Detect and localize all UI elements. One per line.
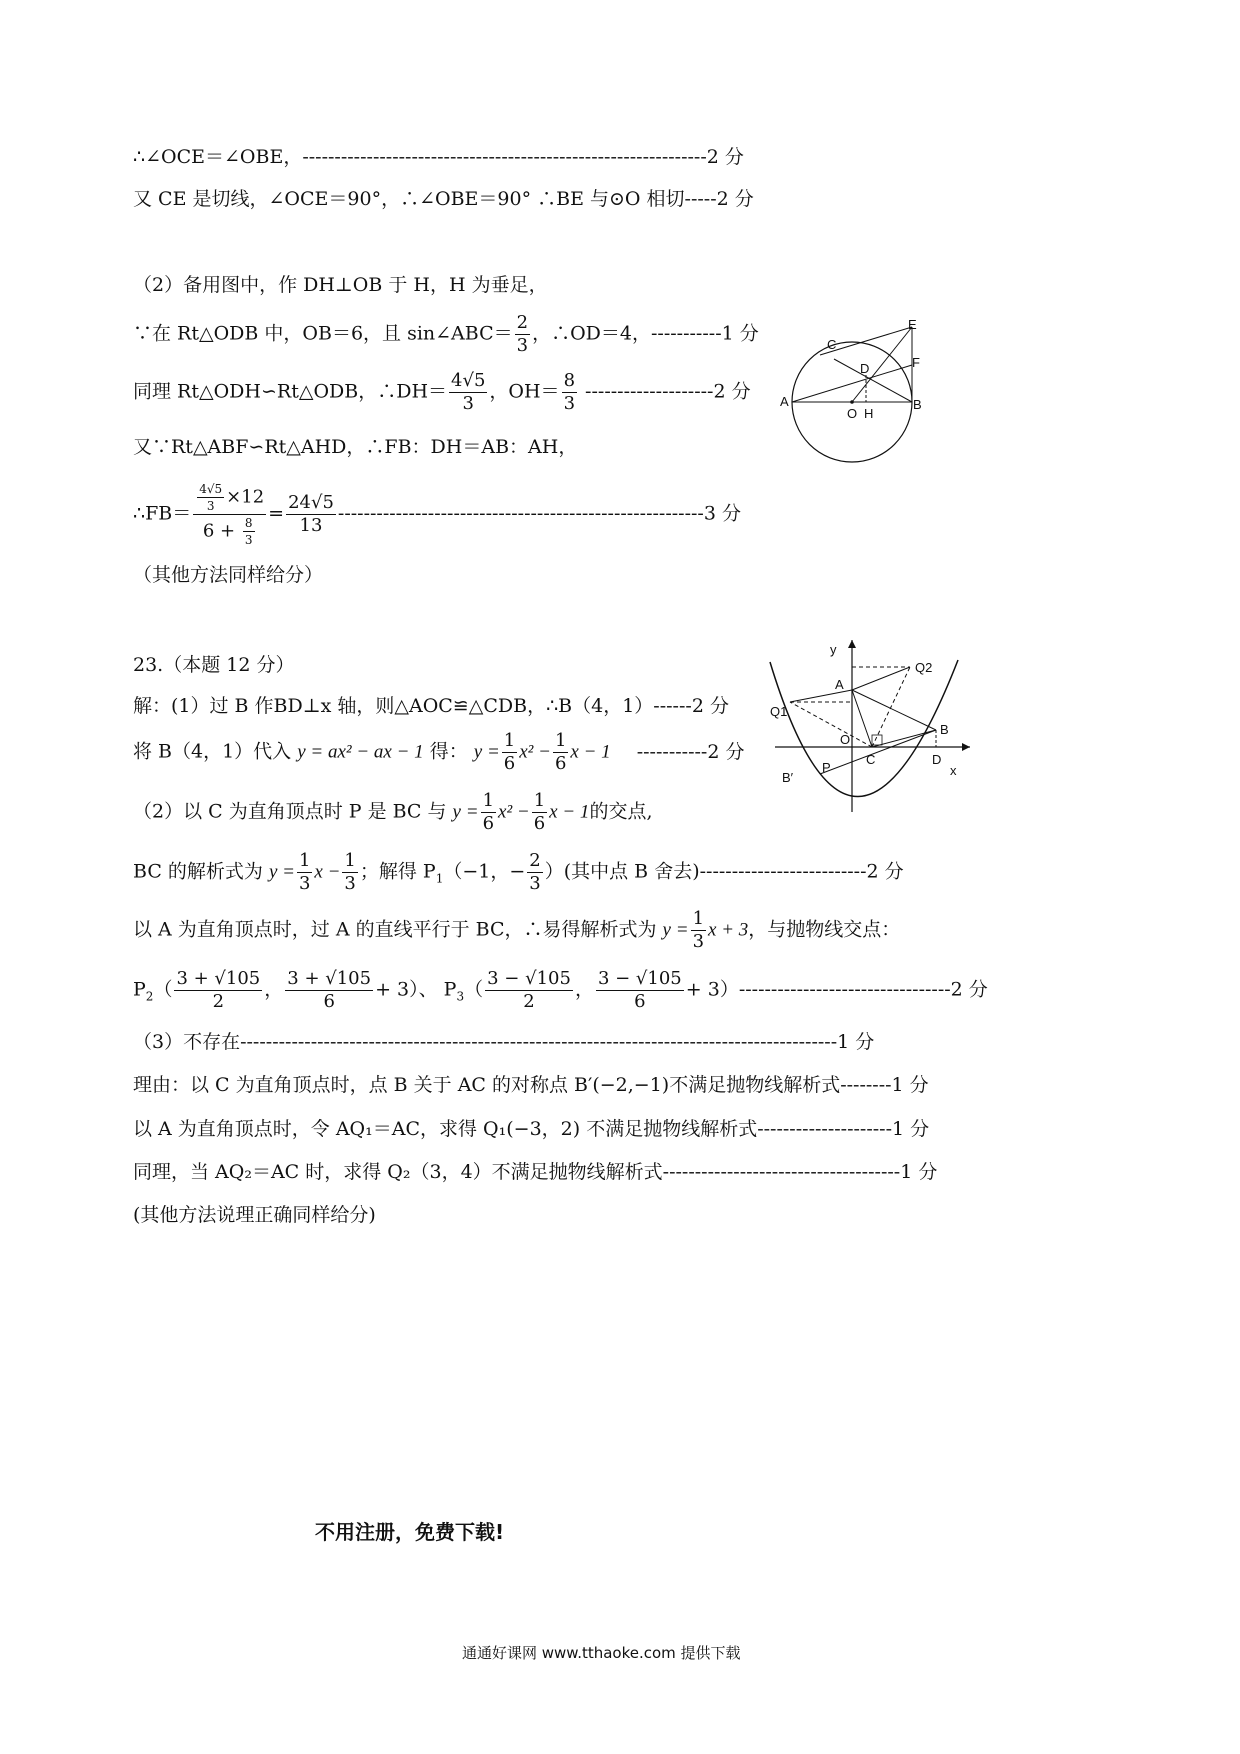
p22-line-8: （其他方法同样给分） [133,564,324,586]
subscript: 1 [435,871,444,886]
p22-line-6: 又∵Rt△ABF∽Rt△AHD，∴FB：DH＝AB：AH， [133,436,578,458]
equation: y = ax² − ax − 1 [297,741,424,763]
p23-line-6 [133,970,988,1011]
label-a: A [835,677,844,692]
fraction [515,314,530,355]
label-b: B [913,397,922,412]
fraction [297,852,312,893]
p22-line-7 [133,483,741,546]
label-o: O [840,732,851,747]
denominator: 3 [344,873,356,894]
numerator-rest: ×12 [226,486,265,508]
fraction [174,970,262,1011]
denominator: 2 [212,991,225,1012]
point-o [850,400,854,404]
label-y: y [830,642,837,657]
segment-cb [872,730,936,747]
inner-fraction [243,517,255,546]
numerator: 3 + √105 [176,968,261,989]
segment-aq2 [852,667,910,690]
numerator: 4√5 [199,482,223,496]
fraction [527,852,542,893]
numerator: 4√5 [451,370,486,391]
numerator: 2 [529,850,541,871]
numerator: 1 [533,790,546,811]
p22-l5-text-a: 同理 Rt△ODH∽Rt△ODB，∴DH＝ [133,380,448,403]
segment-ab [852,690,936,730]
label-o: O [847,406,858,421]
paren: （ [464,978,484,1001]
p23-l5-text-b: ，与抛物线交点： [748,918,901,941]
p23-line-5 [133,910,900,951]
equals: = [268,502,285,525]
label-h: H [864,406,874,421]
p22-l5-text-b: ，OH＝ [489,380,560,403]
numerator: 1 [344,850,356,871]
p22-line-1: ∴∠OCE＝∠OBE，---------------------------------------------------------------2 分 [133,146,744,168]
y-axis-arrow [848,640,856,648]
p23-heading: 23.（本题 12 分） [133,654,295,676]
label-c: C [827,337,837,352]
label-x: x [950,763,957,778]
eq-end: x − 1 [549,801,590,823]
label-c: C [866,752,876,767]
p22-line-2: 又 CE 是切线，∠OCE＝90°，∴∠OBE＝90° ∴BE 与⊙O 相切-----2 分 [133,188,754,210]
label-d: D [932,752,942,767]
denominator: 6 [554,753,567,774]
p23-line-8: 理由：以 C 为直角顶点时，点 B 关于 AC 的对称点 B′(−2,−1)不满足抛物线解析式--------1 分 [133,1074,929,1096]
p23-l5-text-a: 以 A 为直角顶点时，过 A 的直线平行于 BC，∴易得解析式为 [133,918,663,941]
numerator: 3 − √105 [487,968,571,989]
p23-l4-text-b: ；解得 P [359,860,436,883]
numerator: 8 [244,516,253,530]
p22-line-3: （2）备用图中，作 DH⊥OB 于 H，H 为垂足， [133,274,548,296]
fraction [691,910,706,951]
p22-line-5 [133,372,751,413]
p23-line-11: (其他方法说理正确同样给分) [133,1204,376,1226]
denominator: 3 [298,873,311,894]
denominator [193,515,266,546]
denominator: 3 [462,393,474,414]
p23-line-2 [133,732,744,773]
x-axis-arrow [962,743,970,751]
label-b: B [940,722,949,737]
label-e: E [908,317,917,332]
denominator: 13 [299,515,323,536]
numerator: 1 [298,850,311,871]
eq-prefix: y = [473,741,500,763]
p22-l7-text-a: ∴FB＝ [133,502,192,525]
p23-l3-text-a: （2）以 C 为直角顶点时 P 是 BC 与 [133,800,453,823]
p23-line-7: （3）不存在---------------------------------------------------------------------------------------------1 分 [133,1031,875,1053]
p23-l6-text-plus: + 3）、 P [375,978,457,1001]
eq-end: x − 1 [570,741,611,763]
eq-prefix: y = [268,861,295,883]
inner-fraction [197,483,224,512]
p23-line-10: 同理，当 AQ₂＝AC 时，求得 Q₂（3，4）不满足抛物线解析式-------------------------------------1 分 [133,1161,938,1183]
eq-mid: x² − [498,801,530,823]
label-a: A [780,394,789,409]
label-p: P [822,760,831,775]
denominator: 3 [692,931,705,952]
numerator: 1 [503,730,516,751]
fraction [285,970,373,1011]
fraction [286,494,336,535]
parabola-figure [760,632,980,817]
numerator [193,483,266,515]
p23-l2-text-b: 得： [423,740,468,763]
p23-line-1: 解：(1）过 B 作BD⊥x 轴，则△AOC≌△CDB，∴B（4，1）------2 分 [133,695,729,717]
eq-mid: x² − [519,741,551,763]
p23-line-9: 以 A 为直角顶点时，令 AQ₁＝AC，求得 Q₁(−3，2) 不满足抛物线解析式---------------------1 分 [133,1118,930,1140]
p23-line-4 [133,852,904,893]
fraction [553,732,568,773]
denominator: 6 [323,991,335,1012]
label-d: D [860,361,870,376]
p22-l4-text-b: ，∴OD＝4，-----------1 分 [532,322,759,345]
promo-text: 不用注册，免费下载! [315,1520,505,1544]
line-bp [820,730,936,774]
denominator: 2 [523,991,535,1012]
p23-l4-text-c: （−1，− [443,860,526,883]
fraction [481,792,496,833]
denominator-text: 6 + [202,520,241,542]
complex-fraction [193,483,266,546]
numerator: 3 + √105 [287,968,372,989]
label-q1: Q1 [770,704,788,719]
p23-l3-text-b: 的交点, [589,800,653,823]
line-af [792,365,912,402]
eq-end: x + 3 [708,919,749,941]
denominator: 6 [503,753,516,774]
p23-l2-text-a: 将 B（4，1）代入 [133,740,298,763]
eq-prefix: y = [452,801,479,823]
eq-prefix: y = [662,919,689,941]
numerator: 3 − √105 [597,968,682,989]
parabola-curve [770,660,958,797]
denominator: 6 [533,813,546,834]
paren: （ [153,978,173,1001]
denominator: 6 [634,991,646,1012]
denominator: 6 [482,813,495,834]
fraction [502,732,517,773]
p23-line-3 [133,792,652,833]
footer-text: 通通好课网 www.tthaoke.com 提供下载 [462,1644,741,1662]
circle-figure [780,315,930,465]
subscript: 3 [456,989,465,1004]
label-q2: Q2 [915,660,933,675]
numerator: 8 [563,370,576,391]
p2-label: P [133,978,146,1001]
eq-mid: x − [314,861,341,883]
label-f: F [912,355,920,370]
p22-l4-text-a: ∵在 Rt△ODB 中，OB＝6，且 sin∠ABC＝ [133,322,513,345]
numerator: 2 [516,312,529,333]
fraction [342,852,357,893]
denominator: 3 [563,393,576,414]
subscript: 2 [145,989,154,1004]
p23-l4-text-e: ）(其中点 B 舍去)--------------------------2 分 [544,860,904,883]
fraction [532,792,547,833]
denominator: 3 [516,335,529,356]
numerator: 1 [482,790,495,811]
fraction [596,970,684,1011]
p23-l6-text-end: + 3）---------------------------------2 分 [685,978,988,1001]
p22-l7-text-b: ---------------------------------------------------------3 分 [337,502,741,525]
comma: ， [264,978,284,1001]
numerator: 1 [554,730,567,751]
p23-l2-score: -----------2 分 [636,740,745,763]
fraction [449,372,487,413]
denominator: 3 [244,533,253,547]
comma: ， [574,978,594,1001]
fraction [562,372,577,413]
p22-l5-text-c: --------------------2 分 [579,380,751,403]
denominator: 3 [206,499,215,513]
numerator: 24√5 [288,492,334,513]
label-b-prime: B′ [782,770,794,785]
fraction [485,970,573,1011]
dashed-cq1 [790,702,872,747]
p23-l4-text-a: BC 的解析式为 [133,860,269,883]
denominator: 3 [529,873,541,894]
numerator: 1 [692,908,705,929]
p22-line-4 [133,314,759,355]
